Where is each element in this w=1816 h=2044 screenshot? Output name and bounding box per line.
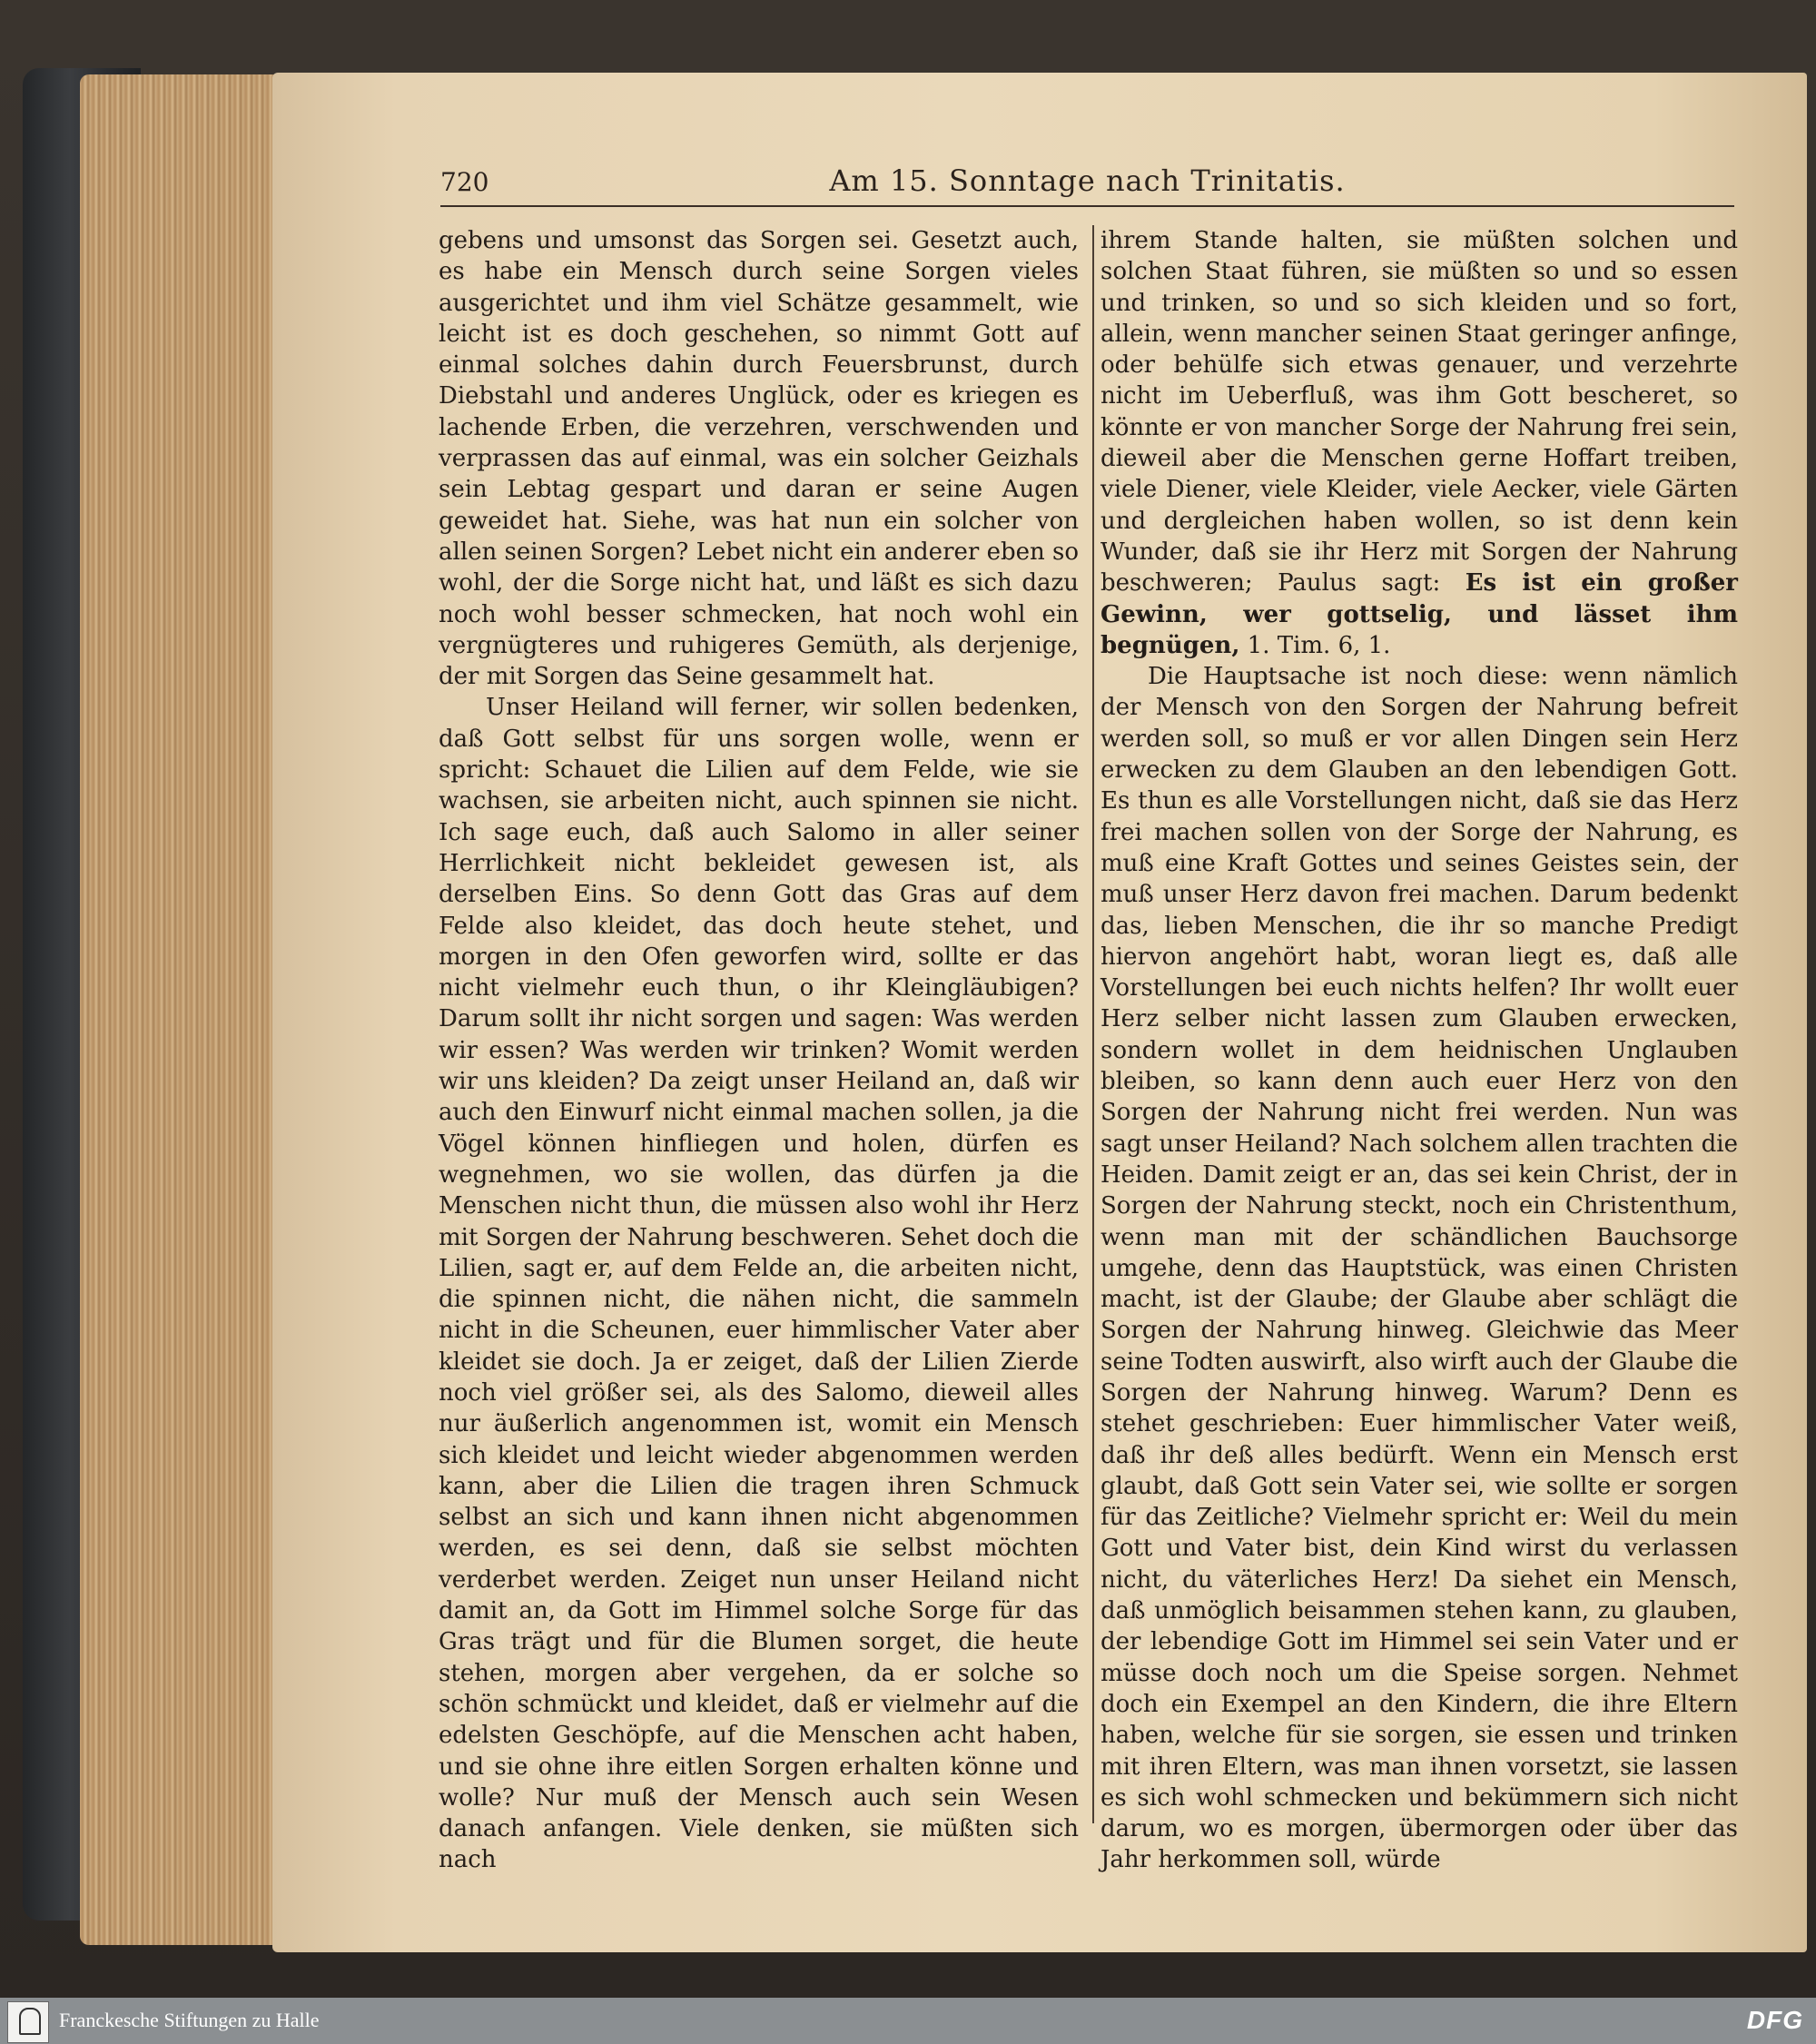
- footer-bar: [0, 1998, 1816, 2044]
- dfg-logo[interactable]: DFG: [1746, 2006, 1803, 2034]
- institution-link[interactable]: Franckesche Stiftungen zu Halle: [59, 2009, 320, 2031]
- scripture-quote: Es ist ein großer Gewinn, wer gottselig, und lässet ihm begnügen,: [1100, 569, 1738, 659]
- left-paragraph-1: gebens und umsonst das Sorgen sei. Gesetzt auch, es habe ein Mensch durch seine Sorgen vieles ausgerichtet und ihm viel Schätze gesammelt, wie leicht ist es doch geschehen, so nimmt Gott auf einmal solches dahin durch Feuersbrunst, durch Diebstahl und anderes Unglück, oder es kriegen es lachende Erben, die verzehren, verschwenden und verprassen das auf einmal, was ein solcher Geizhals sein Lebtag gespart und daran er seine Augen geweidet hat. Siehe, was hat nun ein solcher von allen seinen Sorgen? Lebet nicht ein anderer eben so wohl, der die Sorge nicht hat, und läßt es sich dazu noch wohl besser schmecken, hat noch wohl ein vergnügteres und ruhigeres Gemüth, als derjenige, der mit Sorgen das Seine gesammelt hat.: [439, 227, 1079, 691]
- running-title: Am 15. Sonntage nach Trinitatis.: [829, 163, 1346, 198]
- page-number: 720: [440, 167, 489, 197]
- scripture-reference: 1. Tim. 6, 1.: [1247, 631, 1391, 659]
- running-head: [440, 162, 1734, 207]
- left-paragraph-2: Unser Heiland will ferner, wir sollen bedenken, daß Gott selbst für uns sorgen wolle, wenn er spricht: Schauet die Lilien auf dem Felde, wie sie wachsen, sie arbeiten nicht, auch spinnen sie nicht. Ich sage euch, daß auch Salomo in aller seiner Herrlichkeit nicht bekleidet gewesen ist, als derselben Eins. So denn Gott das Gras auf dem Felde also kleidet, das doch heute stehet, und morgen in den Ofen geworfen wird, sollte er das nicht vielmehr euch thun, o ihr Kleingläubigen? Darum sollt ihr nicht sorgen und sagen: Was werden wir essen? Was werden wir trinken? Womit werden wir uns kleiden? Da zeigt unser Heiland an, daß wir auch den Einwurf nicht einmal machen sollen, ja die Vögel können hinfliegen und holen, dürfen es wegnehmen, wo sie wollen, das dürfen ja die Menschen nicht thun, die müssen also wohl ihr Herz mit Sorgen der Nahrung beschweren. Sehet doch die Lilien, sagt er, auf dem Felde an, die arbeiten nicht, die spinnen nicht, die nähen nicht, die sammeln nicht in die Scheunen, euer himmlischer Vater aber kleidet sie doch. Ja er zeiget, daß der Lilien Zierde noch viel größer sei, als des Salomo, dieweil alles nur äußerlich angenommen ist, womit ein Mensch sich kleidet und leicht wieder abgenommen werden kann, aber die Lilien die tragen ihren Schmuck selbst an sich und kann ihnen nicht abgenommen werden, es sei denn, daß sie selbst möchten verderbet werden. Zeiget nun unser Heiland nicht damit an, da Gott im Himmel solche Sorge für das Gras trägt und für die Blumen sorget, die heute stehen, morgen aber vergehen, da er solche so schön schmückt und kleidet, daß er vielmehr auf die edelsten Geschöpfe, auf die Menschen acht haben, und sie ohne ihre eitlen Sorgen erhalten könne und wolle? Nur muß der Mensch auch sein Wesen danach anfangen. Viele denken, sie müßten sich nach: [439, 694, 1079, 1874]
- right-paragraph-1: [1100, 227, 1738, 659]
- right-paragraph-1-text: ihrem Stande halten, sie müßten solchen und solchen Staat führen, sie müßten so und so essen und trinken, so und so sich kleiden und so fort, allein, wenn mancher seinen Staat geringer anfinge, oder behülfe sich etwas genauer, und verzehrte nicht im Ueberfluß, was ihm Gott bescheret, so könnte er von mancher Sorge der Nahrung frei sein, dieweil aber die Menschen gerne Hoffart treiben, viele Diener, viele Kleider, viele Aecker, viele Gärten und dergleichen haben wollen, so ist denn kein Wunder, daß sie ihr Herz mit Sorgen der Nahrung beschweren; Paulus sagt:: [1100, 227, 1738, 597]
- right-column: [1100, 225, 1738, 1874]
- institution-logo-icon: [7, 2001, 49, 2043]
- right-paragraph-2: Die Hauptsache ist noch diese: wenn nämlich der Mensch von den Sorgen der Nahrung befreit werden soll, so muß er vor allen Dingen sein Herz erwecken zu dem Glauben an den lebendigen Gott. Es thun es alle Vorstellungen nicht, daß sie das Herz frei machen sollen von der Sorge der Nahrung, es muß eine Kraft Gottes und seines Geistes sein, der muß unser Herz davon frei machen. Darum bedenkt das, lieben Menschen, die ihr so manche Predigt hiervon angehört habt, woran liegt es, daß alle Vorstellungen bei euch nichts helfen? Ihr wollt euer Herz selber nicht lassen zum Glauben erwecken, sondern wollet in dem heidnischen Unglauben bleiben, so kann denn auch euer Herz von den Sorgen der Nahrung nicht frei werden. Nun was sagt unser Heiland? Nach solchem allen trachten die Heiden. Damit zeigt er an, das sei kein Christ, der in Sorgen der Nahrung steckt, noch ein Christenthum, wenn man mit der schändlichen Bauchsorge umgehe, denn das Hauptstück, was einen Christen macht, ist der Glaube; der Glaube aber schlägt die Sorgen der Nahrung hinweg. Gleichwie das Meer seine Todten auswirft, also wirft auch der Glaube die Sorgen der Nahrung hinweg. Warum? Denn es stehet geschrieben: Euer himmlischer Vater weiß, daß ihr deß alles bedürft. Wenn ein Mensch erst glaubt, daß Gott sein Vater sei, wie sollte er sorgen für das Zeitliche? Vielmehr spricht er: Weil du mein Gott und Vater bist, dein Kind wirst du verlassen nicht, du väterliches Herz! Da siehet ein Mensch, daß unmöglich beisammen stehen kann, zu glauben, der lebendige Gott im Himmel sei sein Vater und er müsse doch noch um die Speise sorgen. Nehmet doch ein Exempel an den Kindern, die ihre Eltern haben, welche für sie sorgen, sie essen und trinken mit ihren Eltern, was man ihnen vorsetzt, sie lassen es sich wohl schmecken und bekümmern sich nicht darum, wo es morgen, übermorgen oder über das Jahr herkommen soll, würde: [1100, 663, 1738, 1874]
- column-divider: [1092, 225, 1094, 1823]
- logo-mark: [19, 2008, 41, 2035]
- left-column: [439, 225, 1079, 1874]
- page-edges: [80, 74, 289, 1945]
